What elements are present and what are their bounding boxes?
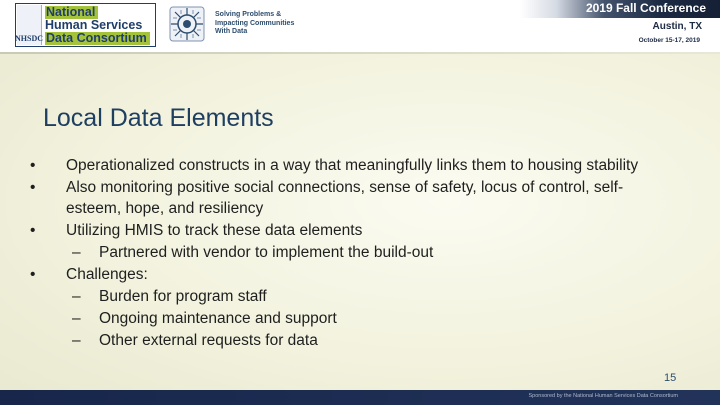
bullet-item [30, 220, 670, 241]
footer-bar [0, 390, 720, 405]
dash-icon: – [72, 244, 81, 261]
slide-number: 15 [664, 372, 677, 384]
sub-bullet-text: Ongoing maintenance and support [99, 310, 337, 327]
sub-bullet-item [30, 242, 670, 263]
dash-icon: – [72, 288, 81, 305]
conference-banner [520, 0, 720, 18]
nhsdc-logo [15, 3, 156, 47]
logo-mark: NHSDC [17, 5, 42, 45]
conference-dates: October 15-17, 2019 [638, 37, 700, 44]
bullet-item [30, 155, 670, 176]
bullet-dot-icon: • [30, 179, 36, 196]
logo-line-1: National [45, 6, 98, 19]
conference-city: Austin, TX [652, 21, 702, 32]
circuit-emblem-icon [167, 4, 207, 44]
footer-sponsor-text: Sponsored by the National Human Services Data Consortium [528, 393, 678, 399]
sub-bullet-text: Other external requests for data [99, 332, 318, 349]
conference-title: 2019 Fall Conference [585, 1, 706, 15]
dash-icon: – [72, 310, 81, 327]
logo-line-2: Human Services [45, 18, 143, 32]
bullet-text: Operationalized constructs in a way that meaningfully links them to housing stability [66, 157, 639, 174]
bullet-dot-icon: • [30, 266, 36, 283]
sub-bullet-text: Partnered with vendor to implement the build-out [99, 244, 434, 261]
dash-icon: – [72, 332, 81, 349]
sub-bullet-item [30, 330, 670, 351]
bullet-dot-icon: • [30, 222, 36, 239]
tagline-line: Impacting Communities [215, 19, 295, 27]
tagline-line: Solving Problems & [215, 11, 282, 18]
bullet-dot-icon: • [30, 157, 36, 174]
logo-line-3: Data Consortium [45, 32, 150, 45]
header-divider [0, 52, 720, 54]
header-bar [0, 0, 720, 52]
bullet-item [30, 264, 670, 285]
sub-bullet-text: Burden for program staff [99, 288, 267, 305]
bullet-text: Challenges: [66, 266, 148, 283]
tagline-line: With Data [215, 28, 248, 35]
slide-title: Local Data Elements [43, 104, 274, 132]
bullet-item [30, 177, 670, 219]
sub-bullet-item [30, 286, 670, 307]
bullet-text: Utilizing HMIS to track these data elements [66, 222, 363, 239]
tagline [215, 11, 294, 37]
bullet-list [30, 155, 670, 352]
sub-bullet-item [30, 308, 670, 329]
bullet-text: Also monitoring positive social connections, sense of safety, locus of control, self-esteem, hope, and resiliency [66, 179, 624, 217]
